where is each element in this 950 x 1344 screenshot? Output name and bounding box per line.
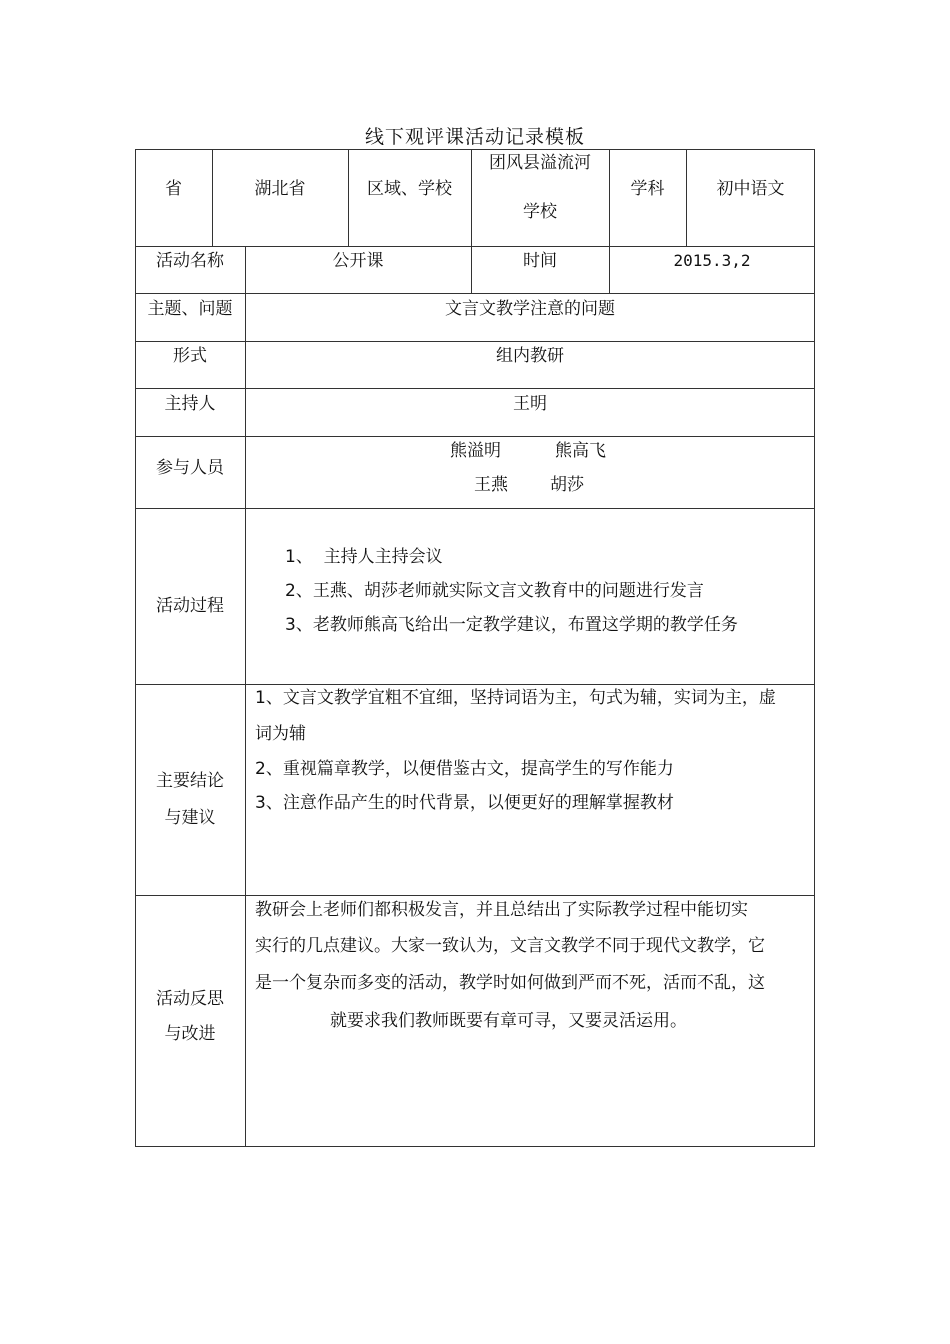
host-value: 王明 <box>513 394 547 414</box>
row-divider <box>135 388 815 389</box>
host-label: 主持人 <box>164 394 216 414</box>
school-name-line1: 团风县溢流河 <box>489 153 591 173</box>
subject-value: 初中语文 <box>716 179 785 199</box>
conclusions-label-line1: 主要结论 <box>156 771 224 791</box>
reflection-line: 是一个复杂而多变的活动，教学时如何做到严而不死，活而不乱，这 <box>255 973 765 993</box>
province-value: 湖北省 <box>254 179 306 199</box>
conclusions-label-line2: 与建议 <box>164 808 216 828</box>
form-value: 组内教研 <box>496 346 564 366</box>
conclusion-item: 3、注意作品产生的时代背景，以便更好的理解掌握教材 <box>255 793 674 813</box>
time-value: 2015.3,2 <box>673 251 751 270</box>
province-label: 省 <box>165 179 182 199</box>
activity-name-label: 活动名称 <box>156 251 224 271</box>
school-name-line2: 学校 <box>523 202 557 222</box>
participant-name: 熊高飞 <box>555 441 606 461</box>
row-divider <box>135 436 815 437</box>
participant-name: 胡莎 <box>550 475 584 495</box>
reflection-line: 教研会上老师们都积极发言，并且总结出了实际教学过程中能切实 <box>255 900 748 920</box>
reflection-line: 实行的几点建议。大家一致认为，文言文教学不同于现代文教学，它 <box>255 936 765 956</box>
region-school-label: 区域、学校 <box>367 179 452 199</box>
row-divider <box>135 341 815 342</box>
activity-name-value: 公开课 <box>332 251 384 271</box>
participant-name: 熊溢明 <box>450 441 501 461</box>
conclusion-item: 1、文言文教学宜粗不宜细，坚持词语为主，句式为辅，实词为主，虚 <box>255 688 776 708</box>
row-divider <box>135 246 815 247</box>
row-divider <box>135 508 815 509</box>
conclusion-item: 2、重视篇章教学，以便借鉴古文，提高学生的写作能力 <box>255 759 674 779</box>
conclusion-item: 词为辅 <box>255 724 306 744</box>
reflection-label-line2: 与改进 <box>164 1024 216 1044</box>
row-divider <box>135 895 815 896</box>
col-divider <box>245 246 246 1147</box>
process-item: 2、王燕、胡莎老师就实际文言文教育中的问题进行发言 <box>285 581 704 601</box>
participants-label: 参与人员 <box>156 458 224 478</box>
reflection-line: 就要求我们教师既要有章可寻，又要灵活运用。 <box>330 1011 687 1031</box>
process-label: 活动过程 <box>156 596 224 616</box>
page-title: 线下观评课活动记录模板 <box>364 126 585 148</box>
reflection-label-line1: 活动反思 <box>156 989 224 1009</box>
process-item: 1、 主持人主持会议 <box>285 547 443 567</box>
process-item: 3、老教师熊高飞给出一定教学建议，布置这学期的教学任务 <box>285 615 738 635</box>
row-divider <box>135 684 815 685</box>
time-label: 时间 <box>523 251 557 271</box>
subject-label: 学科 <box>630 179 665 199</box>
participant-name: 王燕 <box>474 475 508 495</box>
row-divider <box>135 293 815 294</box>
topic-label: 主题、问题 <box>147 299 233 319</box>
form-label: 形式 <box>173 346 207 366</box>
topic-value: 文言文教学注意的问题 <box>445 299 615 319</box>
